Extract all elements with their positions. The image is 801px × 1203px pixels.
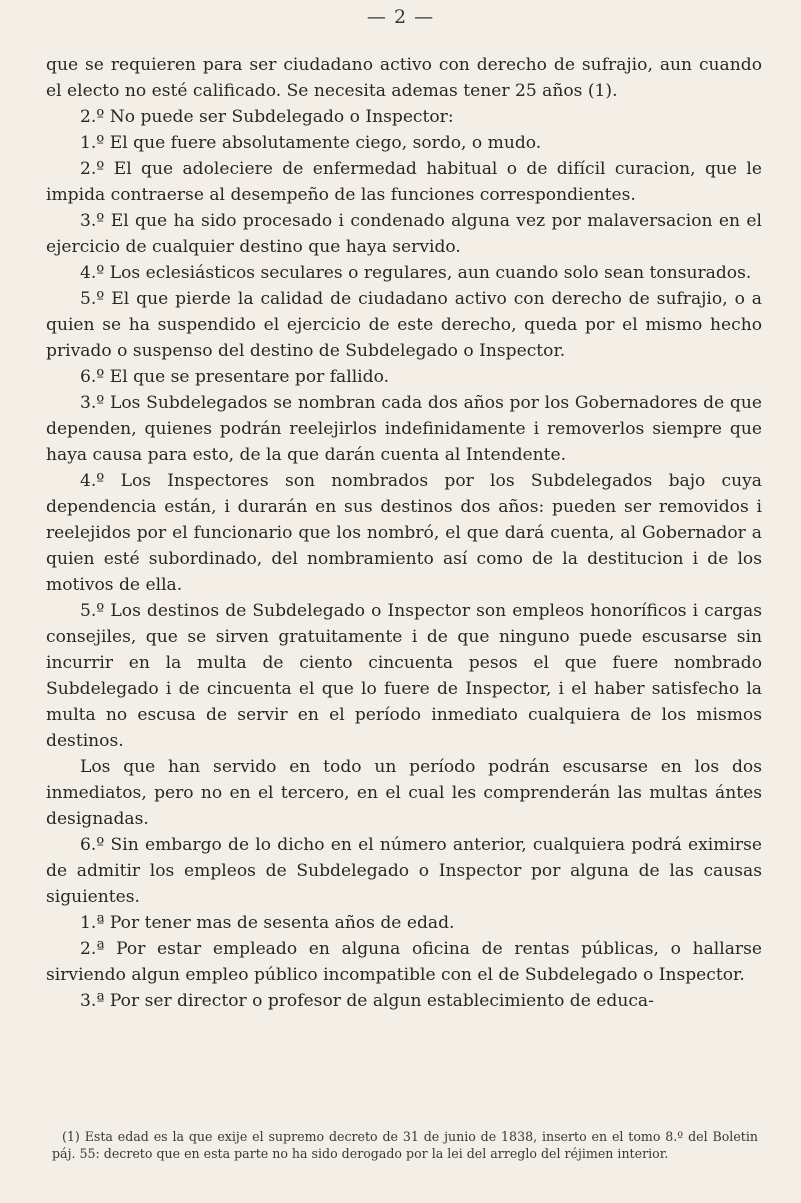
paragraph: 2.º No puede ser Subdelegado o Inspector:	[80, 107, 454, 127]
body-text	[46, 52, 762, 1014]
paragraph: que se requieren para ser ciudadano activo con derecho de sufrajio, aun cuando el electo no esté calificado. Se necesita ademas tener 25 años (1).	[46, 55, 762, 101]
paragraph: 5.º Los destinos de Subdelegado o Inspector son empleos honoríficos i cargas consejiles, que se sirven gratuitamente i de que ninguno puede escusarse sin incurrir en la multa de ciento cincuenta pesos el que fuere nombrado Subdelegado i de cincuenta el que lo fuere de Inspector, i el haber satisfecho la multa no escusa de servir en el período inmediato cualquiera de los mismos destinos.	[46, 601, 762, 751]
paragraph: Los que han servido en todo un período podrán escusarse en los dos inmediatos, pero no en el tercero, en el cual les comprenderán las multas ántes designadas.	[46, 757, 762, 829]
paragraph: 6.º El que se presentare por fallido.	[80, 367, 390, 387]
paragraph: 6.º Sin embargo de lo dicho en el número anterior, cualquiera podrá eximirse de admitir los empleos de Subdelegado o Inspector por alguna de las causas siguientes.	[46, 835, 762, 907]
paragraph: 3.º El que ha sido procesado i condenado alguna vez por malaversacion en el ejercicio de cualquier destino que haya servido.	[46, 211, 762, 257]
paragraph: 3.ª Por ser director o profesor de algun establecimiento de educa-	[80, 991, 654, 1011]
paragraph: 1.º El que fuere absolutamente ciego, sordo, o mudo.	[80, 133, 542, 153]
paragraph: 4.º Los Inspectores son nombrados por los Subdelegados bajo cuya dependencia están, i durarán en sus destinos dos años: pueden ser removidos i reelejidos por el funcionario que los nombró, el que dará cuenta, al Gobernador a quien esté subordinado, del nombramiento así como de la destitucion i de los motivos de ella.	[46, 471, 762, 595]
page-number: — 2 —	[366, 6, 435, 28]
paragraph: 1.ª Por tener mas de sesenta años de edad.	[80, 913, 455, 933]
paragraph: 3.º Los Subdelegados se nombran cada dos años por los Gobernadores de que dependen, quienes podrán reelejirlos indefinidamente i removerlos siempre que haya causa para esto, de la que darán cuenta al Intendente.	[46, 393, 762, 465]
footnote	[52, 1128, 758, 1162]
paragraph: 5.º El que pierde la calidad de ciudadano activo con derecho de sufrajio, o a quien se ha suspendido el ejercicio de este derecho, queda por el mismo hecho privado o suspenso del destino de Subdelegado o Inspector.	[46, 289, 762, 361]
paragraph: 2.º El que adoleciere de enfermedad habitual o de difícil curacion, que le impida contraerse al desempeño de las funciones correspondientes.	[46, 159, 762, 205]
paragraph: 2.ª Por estar empleado en alguna oficina de rentas públicas, o hallarse sirviendo algun empleo público incompatible con el de Subdelegado o Inspector.	[46, 939, 762, 985]
footnote-text: (1) Esta edad es la que exije el supremo decreto de 31 de junio de 1838, inserto en el tomo 8.º del Boletin páj. 55: decreto que en esta parte no ha sido derogado por la lei del arreglo del réjimen interior.	[52, 1129, 758, 1161]
paragraph: 4.º Los eclesiásticos seculares o regulares, aun cuando solo sean tonsurados.	[80, 263, 752, 283]
